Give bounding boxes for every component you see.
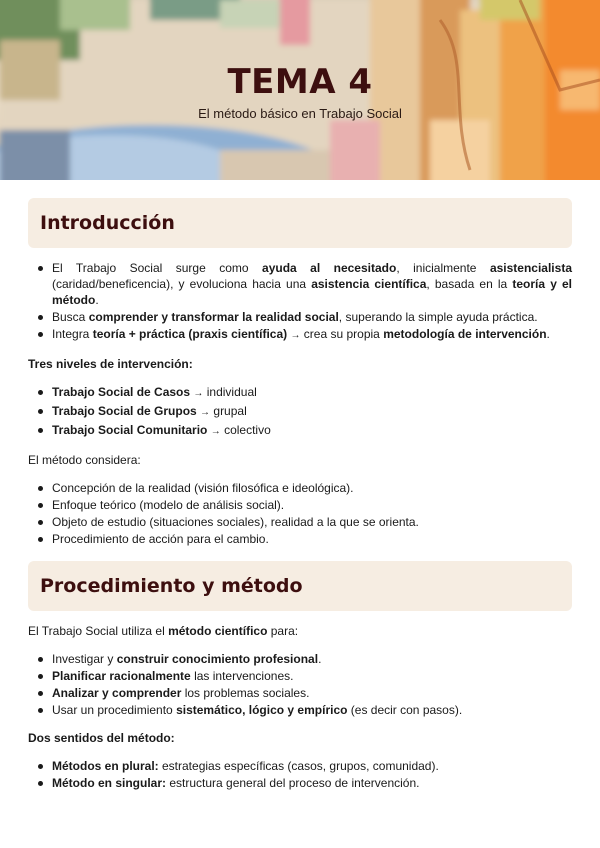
document-body [28,198,572,792]
list-item: Concepción de la realidad (visión filosófica e ideológica). [52,480,572,496]
list-item: Busca comprender y transformar la realidad social, superando la simple ayuda práctica. [52,309,572,325]
list-item: Procedimiento de acción para el cambio. [52,531,572,547]
section-heading-introduccion: Introducción [28,198,572,248]
header-banner [0,0,600,180]
page-title: TEMA 4 [227,62,373,102]
considers-list [28,480,572,547]
arrow-icon: → [200,407,211,418]
arrow-icon: → [193,388,204,399]
senses-list [28,758,572,791]
list-item: Trabajo Social de Grupos → grupal [52,403,572,421]
list-item: El Trabajo Social surge como ayuda al necesitado, inicialmente asistencialista (caridad/beneficencia), y evoluciona hacia una asistencia científica, basada en la teoría y el método. [52,261,573,307]
list-item: Trabajo Social de Casos → individual [52,384,572,402]
list-item: Integra teoría + práctica (praxis científica) → crea su propia metodología de intervención. [52,326,572,344]
list-item: Usar un procedimiento sistemático, lógico y empírico (es decir con pasos). [52,702,572,718]
senses-title: Dos sentidos del método: [28,731,175,745]
page-subtitle: El método básico en Trabajo Social [198,106,402,121]
levels-title: Tres niveles de intervención: [28,357,193,371]
list-item: Analizar y comprender los problemas sociales. [52,685,572,701]
list-item: Planificar racionalmente las intervenciones. [52,668,572,684]
list-item: Método en singular: estructura general del proceso de intervención. [52,775,572,791]
list-item: Métodos en plural: estrategias específicas (casos, grupos, comunidad). [52,758,572,774]
list-item: Enfoque teórico (modelo de análisis social). [52,497,572,513]
list-item: Trabajo Social Comunitario → colectivo [52,422,572,440]
procedure-bullet-list [28,651,572,718]
considers-title: El método considera: [28,453,141,467]
arrow-icon: → [290,330,301,341]
intro-bullet-list [28,260,572,344]
list-item: Investigar y construir conocimiento profesional. [52,651,572,667]
section-heading-procedimiento: Procedimiento y método [28,561,572,611]
list-item: Objeto de estudio (situaciones sociales), realidad a la que se orienta. [52,514,572,530]
arrow-icon: → [210,426,221,437]
levels-list [28,384,572,440]
procedure-lead: El Trabajo Social utiliza el método científico para: [28,624,299,638]
